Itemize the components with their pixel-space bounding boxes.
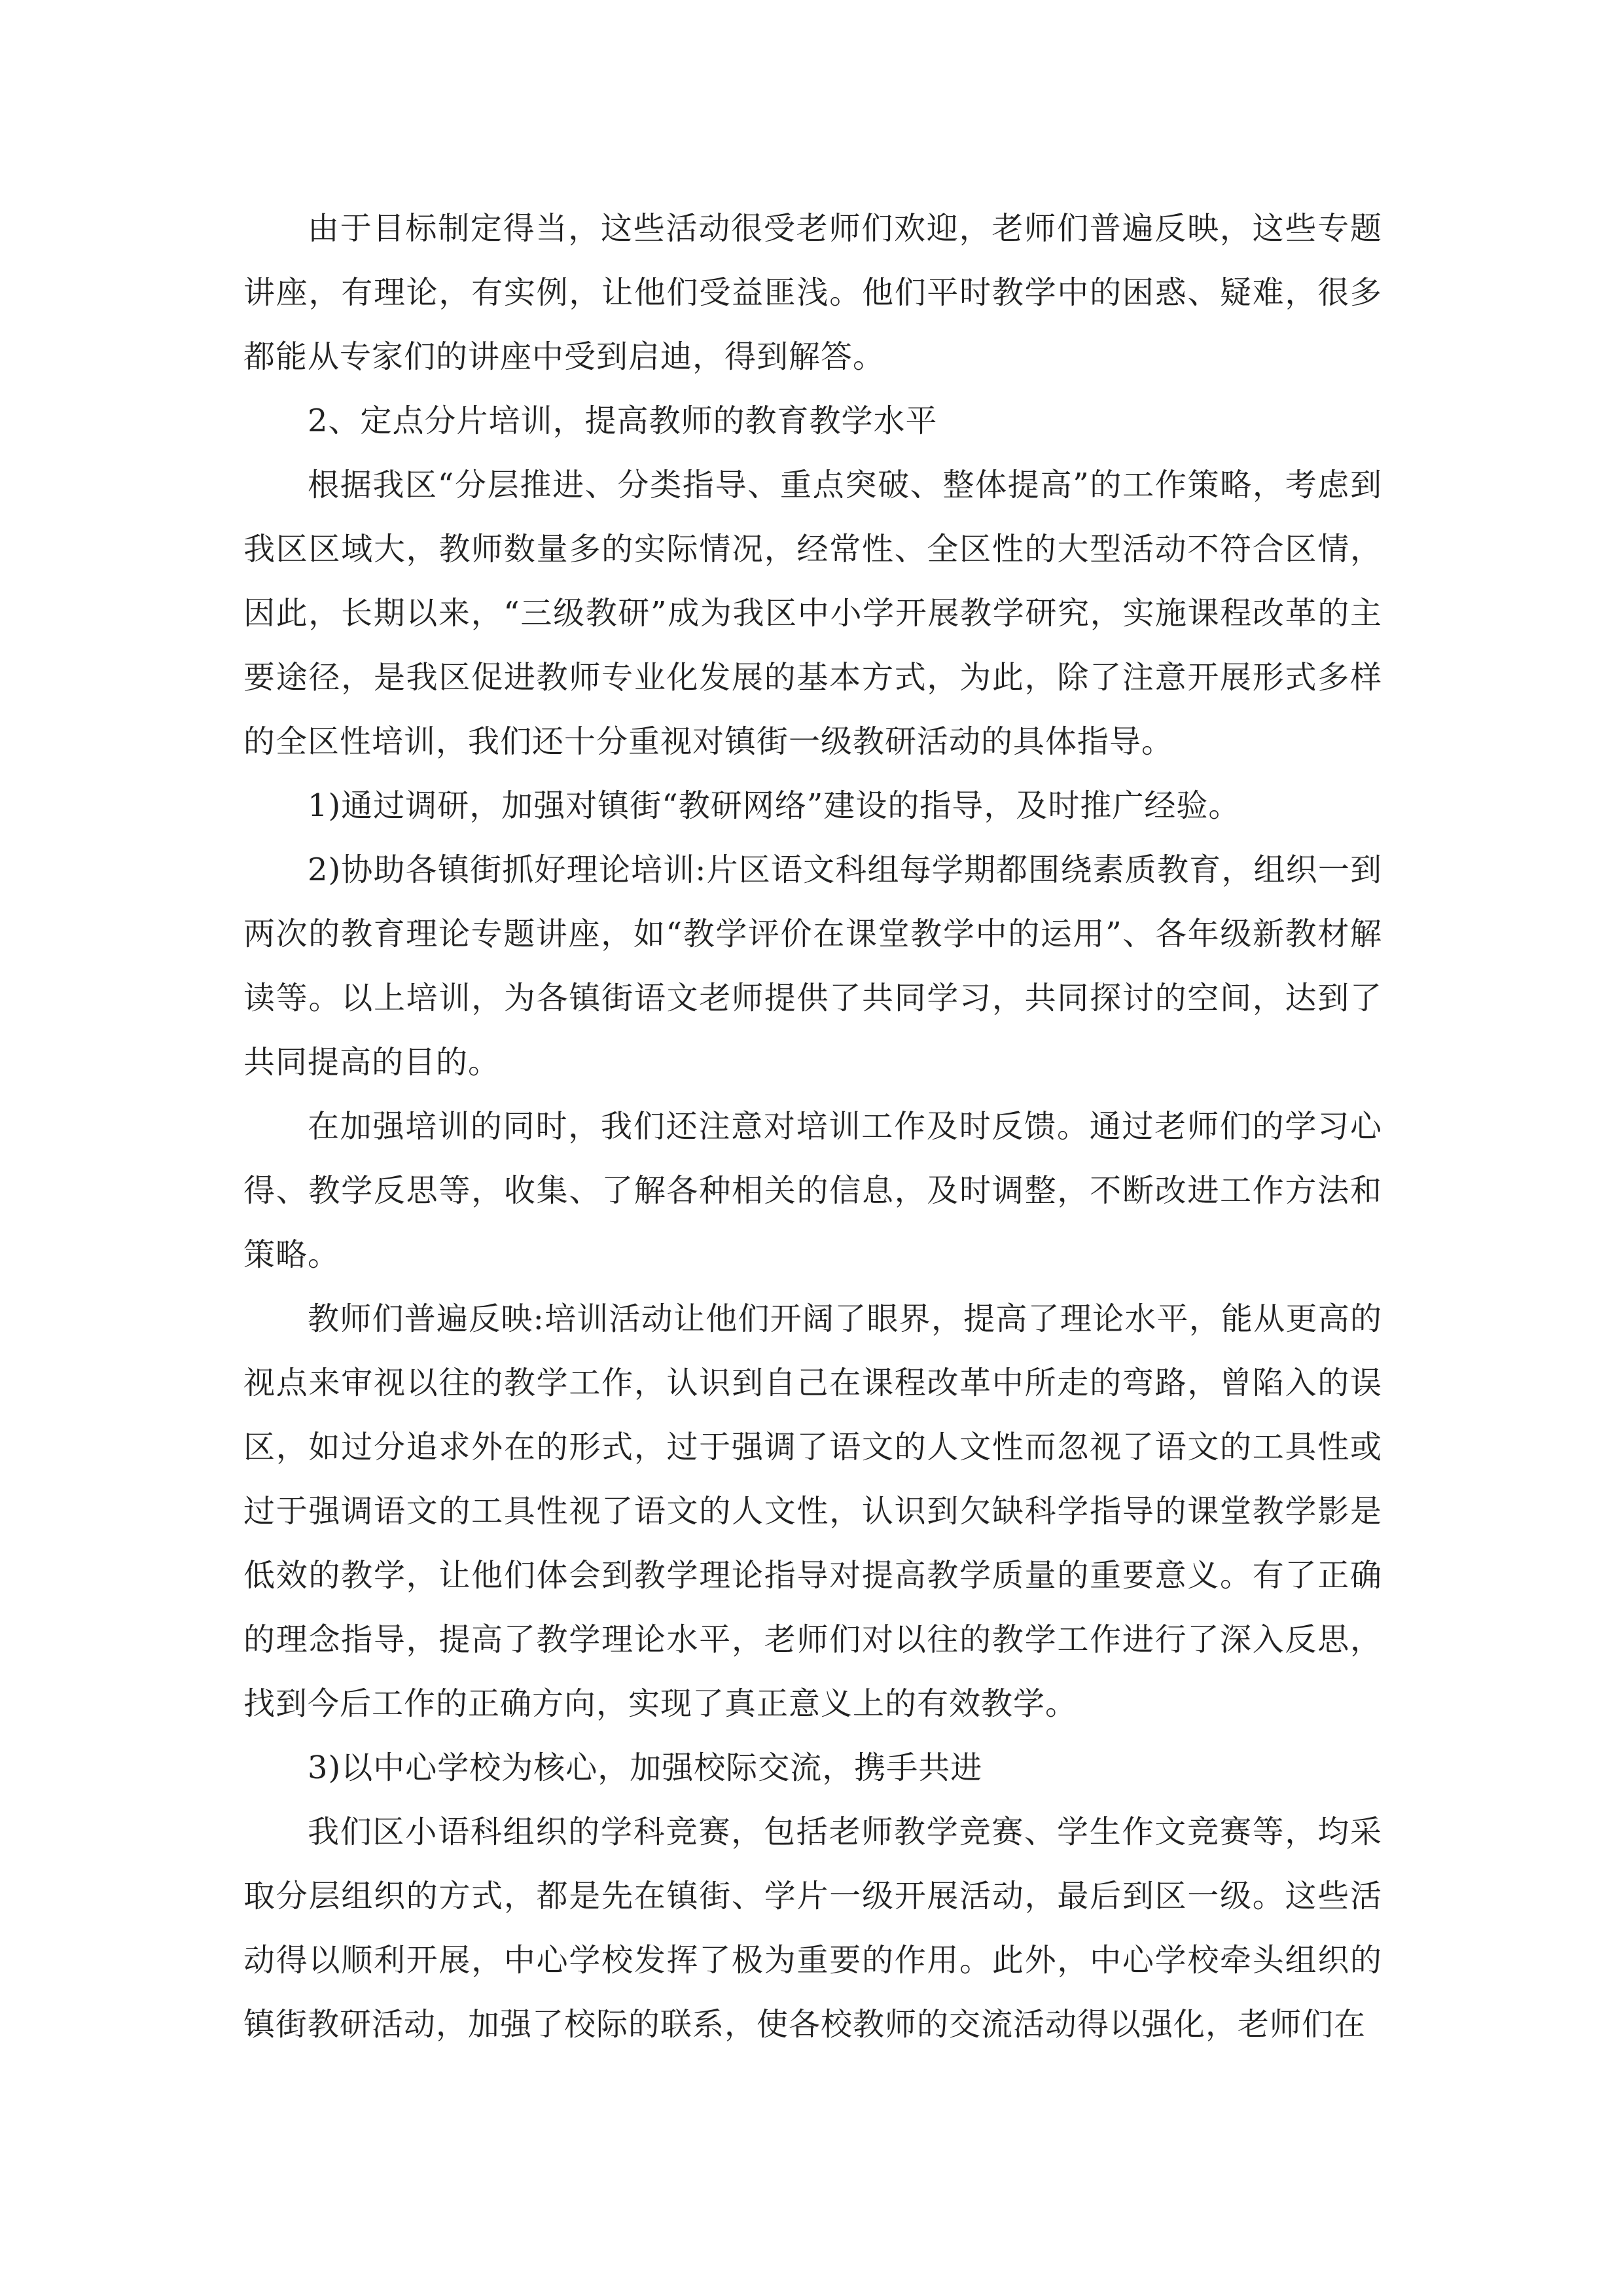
- paragraph-4: 教师们普遍反映:培训活动让他们开阔了眼界，提高了理论水平，能从更高的视点来审视以往的教学工作，认识到自己在课程改革中所走的弯路，曾陷入的误区，如过分追求外在的形式，过于强调了语文的人文性而忽视了语文的工具性或过于强调语文的工具性视了语文的人文性，认识到欠缺科学指导的课堂教学影是低效的教学，让他们体会到教学理论指导对提高教学质量的重要意义。有了正确的理念指导，提高了教学理论水平，老师们对以往的教学工作进行了深入反思，找到今后工作的正确方向，实现了真正意义上的有效教学。: [243, 1300, 1382, 1722]
- list-item-3: 3)以中心学校为核心，加强校际交流，携手共进: [308, 1749, 983, 1786]
- section-heading-2: 2、定点分片培训，提高教师的教育教学水平: [308, 403, 938, 439]
- paragraph-3: 在加强培训的同时，我们还注意对培训工作及时反馈。通过老师们的学习心得、教学反思等，收集、了解各种相关的信息，及时调整，不断改进工作方法和策略。: [243, 1108, 1382, 1273]
- list-item-2: 2)协助各镇街抓好理论培训:片区语文科组每学期都围绕素质教育，组织一到两次的教育理论专题讲座，如“教学评价在课堂教学中的运用”、各年级新教材解读等。以上培训，为各镇街语文老师提供了共同学习，共同探讨的空间，达到了共同提高的目的。: [243, 852, 1382, 1081]
- paragraph-2: 根据我区“分层推进、分类指导、重点突破、整体提高”的工作策略，考虑到我区区域大，教师数量多的实际情况，经常性、全区性的大型活动不符合区情，因此，长期以来，“三级教研”成为我区中小学开展教学研究，实施课程改革的主要途径，是我区促进教师专业化发展的基本方式，为此，除了注意开展形式多样的全区性培训，我们还十分重视对镇街一级教研活动的具体指导。: [243, 467, 1382, 760]
- list-item-1: 1)通过调研，加强对镇街“教研网络”建设的指导，及时推广经验。: [308, 787, 1241, 824]
- paragraph-1: 由于目标制定得当，这些活动很受老师们欢迎，老师们普遍反映，这些专题讲座，有理论，有实例，让他们受益匪浅。他们平时教学中的困惑、疑难，很多都能从专家们的讲座中受到启迪，得到解答。: [243, 210, 1382, 375]
- paragraph-5: 我们区小语科组织的学科竞赛，包括老师教学竞赛、学生作文竞赛等，均采取分层组织的方式，都是先在镇街、学片一级开展活动，最后到区一级。这些活动得以顺利开展，中心学校发挥了极为重要的作用。此外，中心学校牵头组织的镇街教研活动，加强了校际的联系，使各校教师的交流活动得以强化，老师们在: [243, 1814, 1382, 2043]
- document-body: [243, 196, 1382, 2056]
